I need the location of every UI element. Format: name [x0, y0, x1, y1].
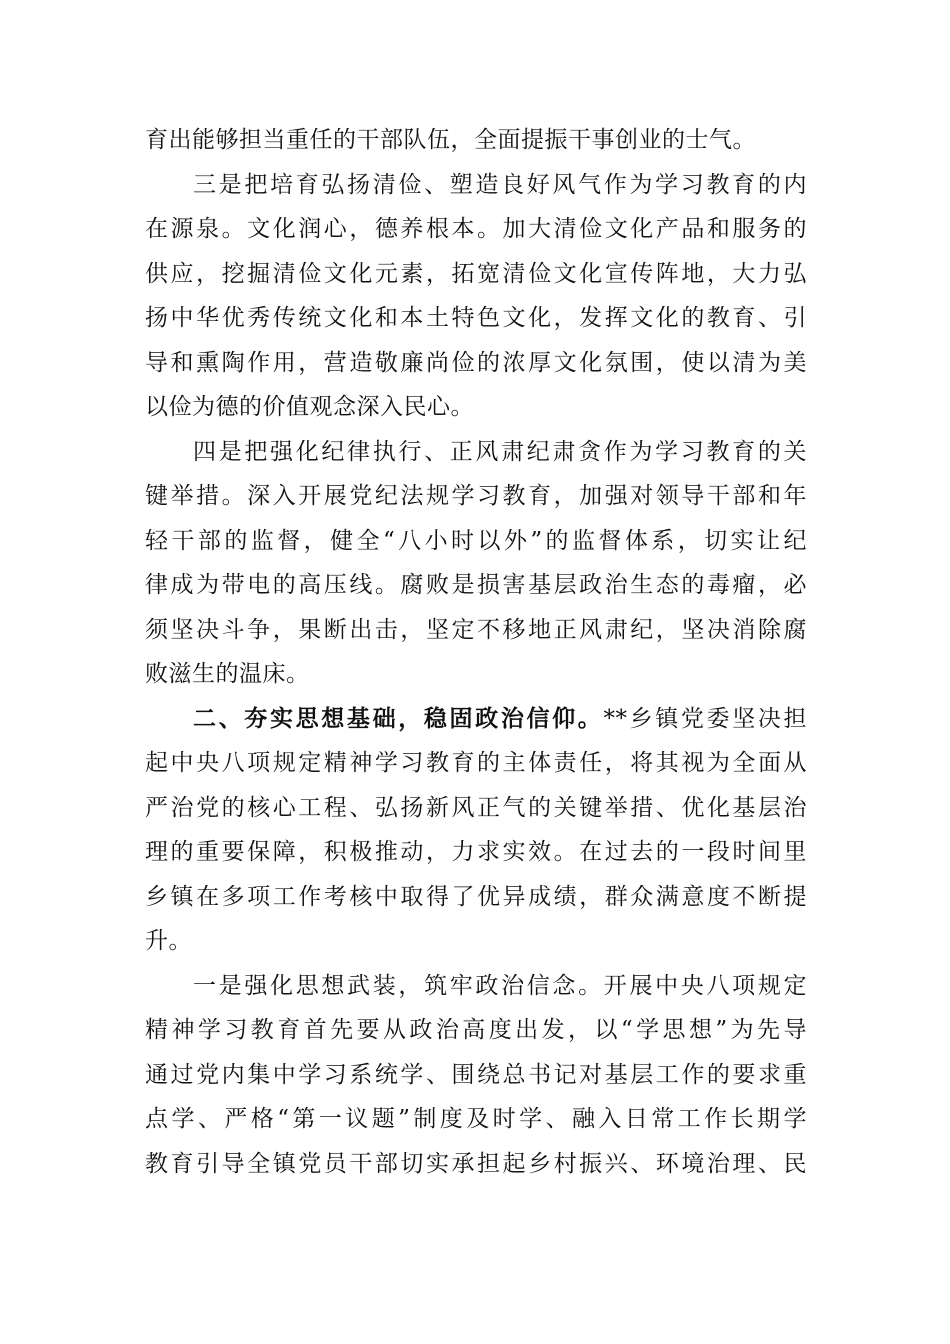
text-line: 理的重要保障，积极推动，力求实效。在过去的一段时间里: [145, 839, 807, 865]
section-heading-line: [145, 697, 807, 742]
text-line: 起中央八项规定精神学习教育的主体责任，将其视为全面从: [145, 750, 807, 776]
text-line: 乡镇在多项工作考核中取得了优异成绩，群众满意度不断提: [145, 883, 807, 910]
text-line: 轻干部的监督，健全“八小时以外”的监督体系，切实让纪: [145, 527, 807, 554]
text-line: 导和熏陶作用，营造敬廉尚俭的浓厚文化氛围，使以清为美: [145, 349, 807, 376]
text-line: 须坚决斗争，果断出击，坚定不移地正风肃纪，坚决消除腐: [145, 616, 807, 643]
text-line: 严治党的核心工程、弘扬新风正气的关键举措、优化基层治: [145, 794, 807, 821]
document-body: [145, 118, 807, 1186]
text-line: 在源泉。文化润心，德养根本。加大清俭文化产品和服务的: [145, 216, 807, 242]
text-line: 律成为带电的高压线。腐败是损害基层政治生态的毒瘤，必: [145, 572, 807, 598]
text-line: 扬中华优秀传统文化和本土特色文化，发挥文化的教育、引: [145, 305, 807, 331]
text-line: 三是把培育弘扬清俭、塑造良好风气作为学习教育的内: [193, 171, 807, 198]
text-line: 通过党内集中学习系统学、围绕总书记对基层工作的要求重: [145, 1061, 807, 1088]
text-line: 精神学习教育首先要从政治高度出发，以“学思想”为先导: [145, 1017, 807, 1043]
text-line: 败滋生的温床。: [145, 661, 310, 687]
text-line: 键举措。深入开展党纪法规学习教育，加强对领导干部和年: [145, 483, 807, 509]
text-line: 四是把强化纪律执行、正风肃纪肃贪作为学习教育的关: [193, 438, 807, 465]
text-line: 育出能够担当重任的干部队伍，全面提振干事创业的士气。: [145, 127, 756, 153]
text-line: 一是强化思想武装，筑牢政治信念。开展中央八项规定: [193, 972, 807, 999]
text-line: 升。: [145, 928, 192, 954]
section-heading: 二、夯实思想基础，稳固政治信仰。: [193, 705, 604, 732]
text-line: 供应，挖掘清俭文化元素，拓宽清俭文化宣传阵地，大力弘: [145, 260, 807, 287]
text-line: **乡镇党委坚决担: [603, 705, 808, 732]
text-line: 点学、严格“第一议题”制度及时学、融入日常工作长期学: [145, 1106, 807, 1132]
text-line: 教育引导全镇党员干部切实承担起乡村振兴、环境治理、民: [145, 1150, 807, 1177]
text-line: 以俭为德的价值观念深入民心。: [145, 394, 474, 420]
